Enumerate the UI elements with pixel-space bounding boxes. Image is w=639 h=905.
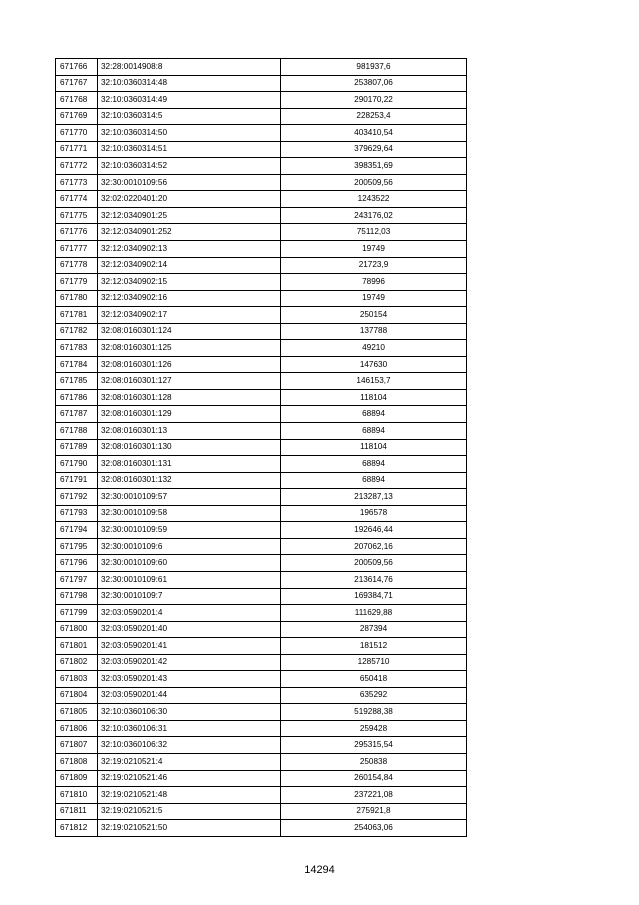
cadastral-number-cell: 32:30:0010109:57 <box>98 489 281 506</box>
table-row <box>56 456 467 473</box>
cadastral-number-cell: 32:10:0360314:51 <box>98 141 281 158</box>
row-id-cell: 671768 <box>56 92 98 109</box>
cadastral-number-cell: 32:08:0160301:128 <box>98 389 281 406</box>
row-id-cell: 671802 <box>56 654 98 671</box>
row-id-cell: 671805 <box>56 704 98 721</box>
value-cell: 398351,69 <box>281 158 467 175</box>
cadastral-number-cell: 32:08:0160301:131 <box>98 456 281 473</box>
value-cell: 68894 <box>281 423 467 440</box>
value-cell: 981937,6 <box>281 59 467 76</box>
cadastral-number-cell: 32:10:0360314:52 <box>98 158 281 175</box>
row-id-cell: 671775 <box>56 207 98 224</box>
value-cell: 78996 <box>281 274 467 291</box>
cadastral-number-cell: 32:10:0360106:32 <box>98 737 281 754</box>
table-row <box>56 439 467 456</box>
table-row <box>56 92 467 109</box>
table-row <box>56 75 467 92</box>
value-cell: 254063,06 <box>281 820 467 837</box>
table-row <box>56 787 467 804</box>
table-row <box>56 654 467 671</box>
row-id-cell: 671780 <box>56 290 98 307</box>
row-id-cell: 671794 <box>56 522 98 539</box>
value-cell: 250838 <box>281 753 467 770</box>
table-row <box>56 191 467 208</box>
row-id-cell: 671788 <box>56 423 98 440</box>
cadastral-number-cell: 32:08:0160301:127 <box>98 373 281 390</box>
cadastral-number-cell: 32:12:0340901:252 <box>98 224 281 241</box>
table-row <box>56 323 467 340</box>
row-id-cell: 671783 <box>56 340 98 357</box>
value-cell: 228253,4 <box>281 108 467 125</box>
value-cell: 21723,9 <box>281 257 467 274</box>
cadastral-number-cell: 32:03:0590201:42 <box>98 654 281 671</box>
table-row <box>56 307 467 324</box>
cadastral-number-cell: 32:12:0340902:16 <box>98 290 281 307</box>
cadastral-number-cell: 32:08:0160301:126 <box>98 356 281 373</box>
value-cell: 111629,88 <box>281 605 467 622</box>
row-id-cell: 671795 <box>56 538 98 555</box>
value-cell: 243176,02 <box>281 207 467 224</box>
row-id-cell: 671785 <box>56 373 98 390</box>
table-row <box>56 389 467 406</box>
table-row <box>56 571 467 588</box>
row-id-cell: 671784 <box>56 356 98 373</box>
row-id-cell: 671781 <box>56 307 98 324</box>
table-row <box>56 671 467 688</box>
value-cell: 1243522 <box>281 191 467 208</box>
cadastral-number-cell: 32:08:0160301:125 <box>98 340 281 357</box>
row-id-cell: 671806 <box>56 720 98 737</box>
table-body <box>56 59 467 837</box>
value-cell: 196578 <box>281 505 467 522</box>
table-row <box>56 257 467 274</box>
cadastral-number-cell: 32:08:0160301:124 <box>98 323 281 340</box>
value-cell: 200509,56 <box>281 555 467 572</box>
cadastral-number-cell: 32:30:0010109:59 <box>98 522 281 539</box>
table-row <box>56 803 467 820</box>
cadastral-number-cell: 32:08:0160301:13 <box>98 423 281 440</box>
table-row <box>56 489 467 506</box>
value-cell: 635292 <box>281 687 467 704</box>
row-id-cell: 671787 <box>56 406 98 423</box>
row-id-cell: 671811 <box>56 803 98 820</box>
row-id-cell: 671773 <box>56 174 98 191</box>
table-row <box>56 406 467 423</box>
value-cell: 290170,22 <box>281 92 467 109</box>
value-cell: 250154 <box>281 307 467 324</box>
row-id-cell: 671812 <box>56 820 98 837</box>
row-id-cell: 671778 <box>56 257 98 274</box>
cadastral-number-cell: 32:12:0340902:17 <box>98 307 281 324</box>
cadastral-number-cell: 32:19:0210521:46 <box>98 770 281 787</box>
cadastral-number-cell: 32:08:0160301:132 <box>98 472 281 489</box>
value-cell: 275921,8 <box>281 803 467 820</box>
row-id-cell: 671801 <box>56 638 98 655</box>
row-id-cell: 671774 <box>56 191 98 208</box>
table-row <box>56 638 467 655</box>
value-cell: 146153,7 <box>281 373 467 390</box>
cadastral-number-cell: 32:30:0010109:7 <box>98 588 281 605</box>
value-cell: 259428 <box>281 720 467 737</box>
cadastral-number-cell: 32:10:0360314:5 <box>98 108 281 125</box>
table-row <box>56 605 467 622</box>
table-row <box>56 125 467 142</box>
value-cell: 181512 <box>281 638 467 655</box>
table-row <box>56 356 467 373</box>
cadastral-number-cell: 32:19:0210521:50 <box>98 820 281 837</box>
table-row <box>56 720 467 737</box>
table-row <box>56 472 467 489</box>
table-row <box>56 538 467 555</box>
row-id-cell: 671766 <box>56 59 98 76</box>
row-id-cell: 671799 <box>56 605 98 622</box>
cadastral-number-cell: 32:02:0220401:20 <box>98 191 281 208</box>
table-row <box>56 224 467 241</box>
row-id-cell: 671786 <box>56 389 98 406</box>
cadastral-number-cell: 32:30:0010109:6 <box>98 538 281 555</box>
cadastral-number-cell: 32:10:0360314:48 <box>98 75 281 92</box>
table-row <box>56 158 467 175</box>
table-row <box>56 174 467 191</box>
table-row <box>56 290 467 307</box>
cadastral-value-table <box>55 58 467 837</box>
row-id-cell: 671771 <box>56 141 98 158</box>
value-cell: 213614,76 <box>281 571 467 588</box>
table-row <box>56 588 467 605</box>
table-row <box>56 555 467 572</box>
value-cell: 68894 <box>281 456 467 473</box>
row-id-cell: 671808 <box>56 753 98 770</box>
table-row <box>56 505 467 522</box>
row-id-cell: 671798 <box>56 588 98 605</box>
row-id-cell: 671777 <box>56 241 98 258</box>
value-cell: 295315,54 <box>281 737 467 754</box>
row-id-cell: 671796 <box>56 555 98 572</box>
row-id-cell: 671779 <box>56 274 98 291</box>
row-id-cell: 671769 <box>56 108 98 125</box>
cadastral-number-cell: 32:03:0590201:41 <box>98 638 281 655</box>
row-id-cell: 671767 <box>56 75 98 92</box>
table-row <box>56 207 467 224</box>
row-id-cell: 671770 <box>56 125 98 142</box>
table-row <box>56 704 467 721</box>
value-cell: 137788 <box>281 323 467 340</box>
row-id-cell: 671810 <box>56 787 98 804</box>
value-cell: 118104 <box>281 389 467 406</box>
cadastral-number-cell: 32:03:0590201:43 <box>98 671 281 688</box>
row-id-cell: 671807 <box>56 737 98 754</box>
value-cell: 207062,16 <box>281 538 467 555</box>
value-cell: 260154,84 <box>281 770 467 787</box>
table-row <box>56 108 467 125</box>
value-cell: 253807,06 <box>281 75 467 92</box>
row-id-cell: 671791 <box>56 472 98 489</box>
table-row <box>56 340 467 357</box>
value-cell: 169384,71 <box>281 588 467 605</box>
row-id-cell: 671809 <box>56 770 98 787</box>
row-id-cell: 671789 <box>56 439 98 456</box>
value-cell: 118104 <box>281 439 467 456</box>
table-row <box>56 274 467 291</box>
table-row <box>56 373 467 390</box>
value-cell: 287394 <box>281 621 467 638</box>
row-id-cell: 671772 <box>56 158 98 175</box>
table-row <box>56 753 467 770</box>
row-id-cell: 671793 <box>56 505 98 522</box>
cadastral-number-cell: 32:30:0010109:56 <box>98 174 281 191</box>
row-id-cell: 671782 <box>56 323 98 340</box>
table-row <box>56 820 467 837</box>
value-cell: 200509,56 <box>281 174 467 191</box>
table-row <box>56 141 467 158</box>
value-cell: 519288,38 <box>281 704 467 721</box>
cadastral-number-cell: 32:12:0340901:25 <box>98 207 281 224</box>
cadastral-number-cell: 32:10:0360106:30 <box>98 704 281 721</box>
cadastral-number-cell: 32:19:0210521:4 <box>98 753 281 770</box>
cadastral-number-cell: 32:08:0160301:130 <box>98 439 281 456</box>
cadastral-number-cell: 32:08:0160301:129 <box>98 406 281 423</box>
cadastral-number-cell: 32:10:0360314:49 <box>98 92 281 109</box>
cadastral-number-cell: 32:30:0010109:58 <box>98 505 281 522</box>
cadastral-number-cell: 32:12:0340902:15 <box>98 274 281 291</box>
table-row <box>56 621 467 638</box>
cadastral-number-cell: 32:10:0360314:50 <box>98 125 281 142</box>
value-cell: 1285710 <box>281 654 467 671</box>
cadastral-number-cell: 32:19:0210521:5 <box>98 803 281 820</box>
cadastral-number-cell: 32:03:0590201:4 <box>98 605 281 622</box>
cadastral-number-cell: 32:10:0360106:31 <box>98 720 281 737</box>
table-row <box>56 770 467 787</box>
row-id-cell: 671776 <box>56 224 98 241</box>
value-cell: 379629,64 <box>281 141 467 158</box>
value-cell: 213287,13 <box>281 489 467 506</box>
row-id-cell: 671790 <box>56 456 98 473</box>
table-row <box>56 423 467 440</box>
cadastral-number-cell: 32:03:0590201:40 <box>98 621 281 638</box>
value-cell: 19749 <box>281 290 467 307</box>
row-id-cell: 671800 <box>56 621 98 638</box>
table-row <box>56 522 467 539</box>
value-cell: 68894 <box>281 406 467 423</box>
value-cell: 192646,44 <box>281 522 467 539</box>
row-id-cell: 671803 <box>56 671 98 688</box>
table-row <box>56 59 467 76</box>
cadastral-number-cell: 32:12:0340902:13 <box>98 241 281 258</box>
cadastral-number-cell: 32:28:0014908:8 <box>98 59 281 76</box>
cadastral-number-cell: 32:30:0010109:60 <box>98 555 281 572</box>
value-cell: 147630 <box>281 356 467 373</box>
row-id-cell: 671792 <box>56 489 98 506</box>
page-number: 14294 <box>304 864 335 876</box>
cadastral-number-cell: 32:03:0590201:44 <box>98 687 281 704</box>
cadastral-number-cell: 32:19:0210521:48 <box>98 787 281 804</box>
row-id-cell: 671804 <box>56 687 98 704</box>
value-cell: 49210 <box>281 340 467 357</box>
table-row <box>56 737 467 754</box>
value-cell: 403410,54 <box>281 125 467 142</box>
value-cell: 237221,08 <box>281 787 467 804</box>
table-row <box>56 241 467 258</box>
value-cell: 75112,03 <box>281 224 467 241</box>
value-cell: 650418 <box>281 671 467 688</box>
value-cell: 68894 <box>281 472 467 489</box>
table-row <box>56 687 467 704</box>
cadastral-number-cell: 32:30:0010109:61 <box>98 571 281 588</box>
value-cell: 19749 <box>281 241 467 258</box>
cadastral-number-cell: 32:12:0340902:14 <box>98 257 281 274</box>
row-id-cell: 671797 <box>56 571 98 588</box>
